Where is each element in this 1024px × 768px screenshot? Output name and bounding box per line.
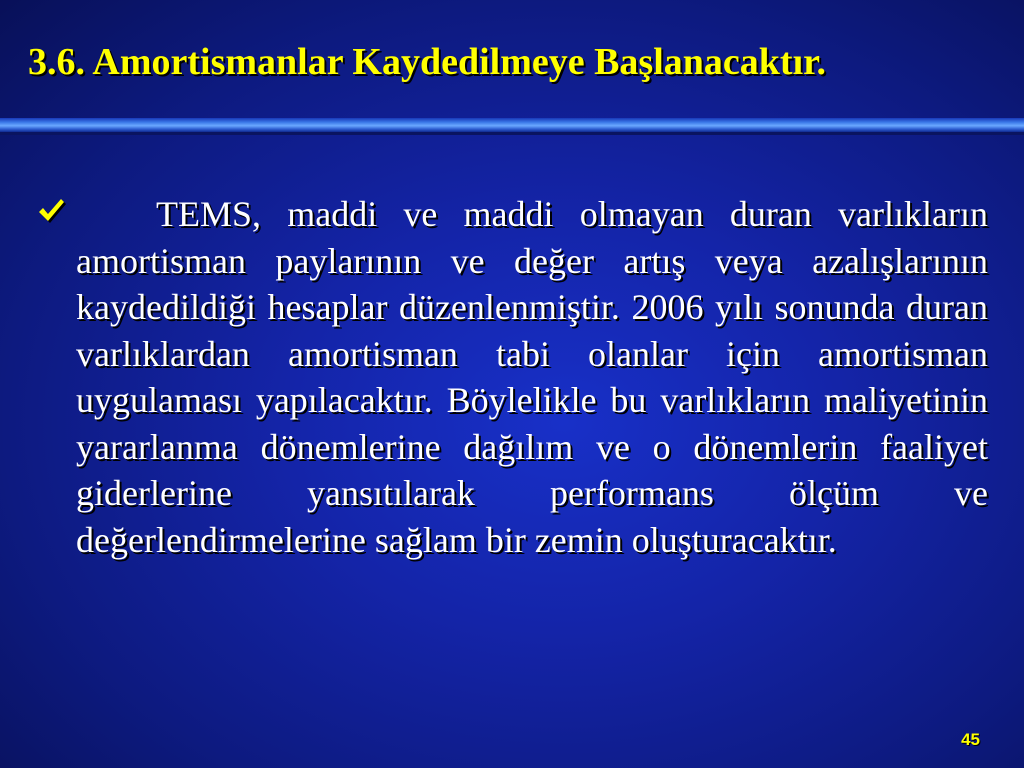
slide-title: 3.6. Amortismanlar Kaydedilmeye Başlanacaktır. [28,41,826,83]
title-divider [0,118,1024,132]
bullet-paragraph-text: TEMS, maddi ve maddi olmayan duran varlıkların amortisman paylarının ve değer artış veya azalışlarının kaydedildiği hesaplar düzenlenmiştir. 2006 yılı sonunda duran varlıklardan amortisman tabi olanlar için amortisman uygulaması yapılacaktır. Böylelikle bu varlıkların maliyetinin yararlanma dönemlerine dağılım ve o dönemlerin faaliyet giderlerine yansıtılarak performans ölçüm ve değerlendirmelerine sağlam bir zemin oluşturacaktır. [76,194,988,560]
checkmark-icon [36,196,66,226]
title-divider-shadow [0,132,1024,135]
page-number: 45 [961,730,980,749]
bullet-paragraph [76,191,988,563]
